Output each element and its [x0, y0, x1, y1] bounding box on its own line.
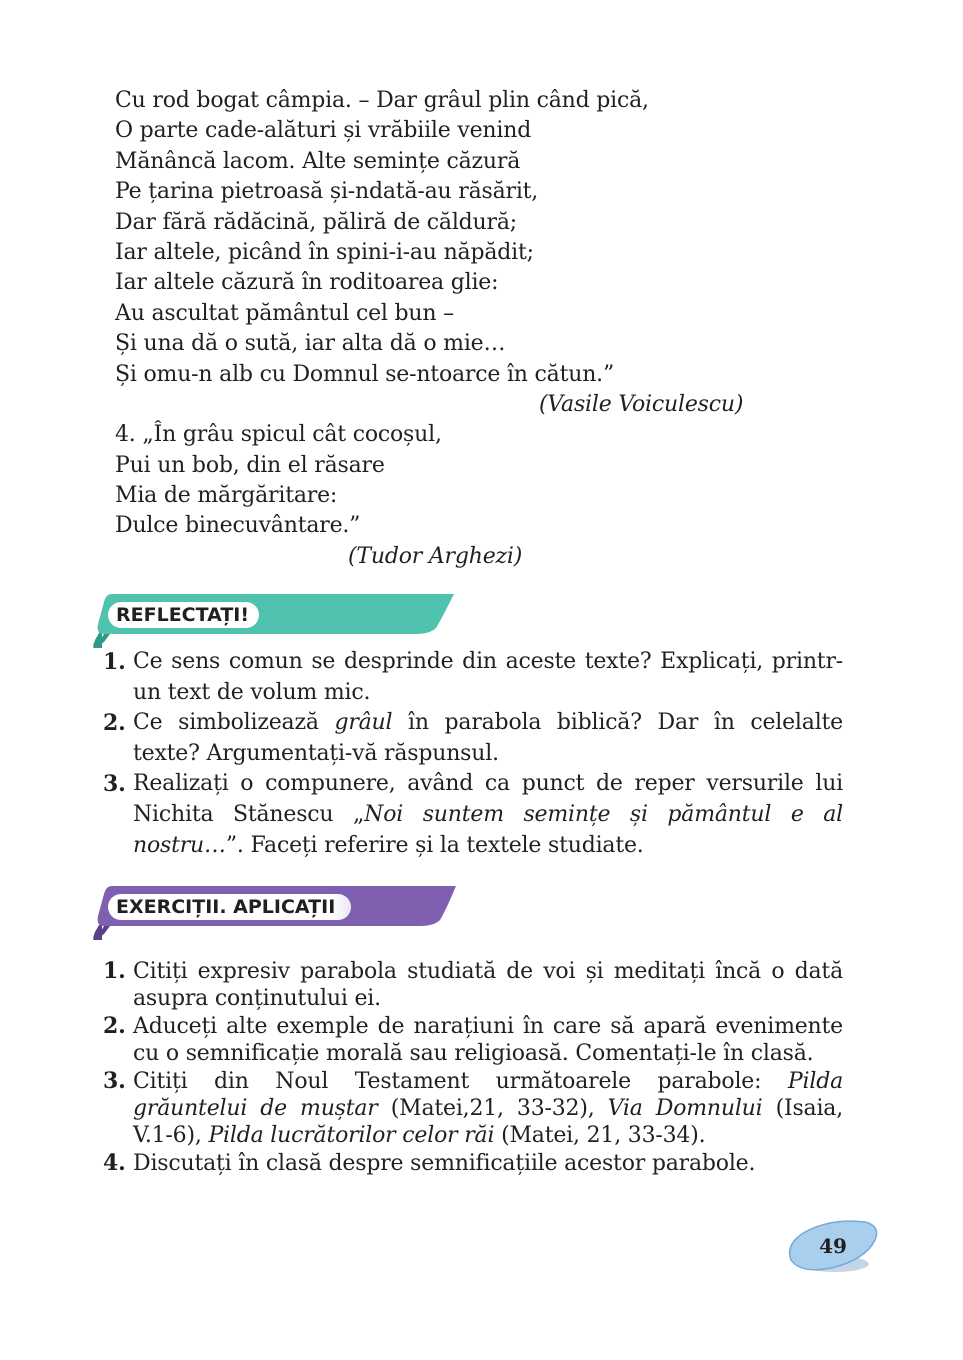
- reflect-banner: [90, 594, 460, 654]
- item-number: 2.: [103, 1012, 126, 1039]
- item-number: 3.: [103, 771, 126, 798]
- item-text: Aduceți alte exemple de narațiuni în care să apară evenimente cu o semnificație morală sau religioasă. Comentați-le în clasă.: [133, 1013, 843, 1067]
- list-item: [103, 1013, 843, 1068]
- poem-line: Pui un bob, din el răsare: [115, 452, 385, 478]
- poem-line: Mănâncă lacom. Alte semințe căzură: [115, 148, 521, 174]
- list-item: [103, 958, 843, 1013]
- exercises-title: EXERCIȚII. APLICAȚII: [108, 894, 351, 920]
- poem-line: Mia de mărgăritare:: [115, 483, 338, 509]
- item-number: 1.: [103, 958, 126, 984]
- exercises-banner: [90, 886, 460, 946]
- item-number: 2.: [103, 710, 126, 737]
- item-text: Discutați în clasă despre semnificațiile acestor parabole.: [133, 1150, 756, 1176]
- item-text: Citiți expresiv parabola studiată de voi și meditați încă o dată asupra conținutului ei.: [133, 959, 843, 1012]
- list-item: [103, 708, 843, 769]
- poem-line: Și una dă o sută, iar alta dă o mie…: [115, 331, 506, 357]
- poem-line: Iar altele căzură în roditoarea glie:: [115, 270, 499, 296]
- poem-line: Iar altele, picând în spini-i-au năpădit;: [115, 239, 534, 265]
- page-number-badge: [785, 1220, 885, 1280]
- list-item: [103, 647, 843, 708]
- page-number: 49: [819, 1234, 847, 1258]
- item-number: 4.: [103, 1149, 126, 1176]
- item-text: Realizați o compunere, având ca punct de reper versurile lui Nichita Stănescu „Noi suntem semințe și pământul e al nostru…”. Faceți referire și la textele studiate.: [133, 771, 843, 858]
- item-text: Citiți din Noul Testament următoarele parabole: Pilda grăuntelui de muștar (Matei,21, 33-32), Via Domnului (Isaia, V.1-6), Pilda lucrătorilor celor răi (Matei, 21, 33-34).: [133, 1068, 843, 1149]
- item-text: Ce simbolizează grâul în parabola biblică? Dar în celelalte texte? Argumentați-vă răspunsul.: [133, 710, 843, 766]
- poem-line: 4. „În grâu spicul cât cocoșul,: [115, 422, 442, 448]
- list-item: [103, 1150, 843, 1177]
- poem-author-voiculescu: (Vasile Voiculescu): [539, 391, 744, 417]
- poem-line: Au ascultat pământul cel bun –: [115, 300, 454, 326]
- item-number: 1.: [103, 649, 126, 675]
- poem-author-arghezi: (Tudor Arghezi): [348, 543, 523, 569]
- poem-line: Cu rod bogat câmpia. – Dar grâul plin când pică,: [115, 88, 649, 113]
- poem-excerpt: [115, 86, 755, 572]
- poem-line: Dar fără rădăcină, păliră de căldură;: [115, 209, 517, 235]
- reflect-title: REFLECTAȚI!: [108, 602, 259, 628]
- list-item: [103, 1068, 843, 1150]
- item-number: 3.: [103, 1067, 126, 1094]
- exercises-list: [103, 958, 843, 1177]
- item-text: Ce sens comun se desprinde din aceste texte? Explicați, printr-un text de volum mic.: [133, 649, 843, 705]
- reflect-questions: [103, 647, 843, 861]
- poem-line: Pe țarina pietroasă și-ndată-au răsărit,: [115, 179, 539, 205]
- poem-line: Și omu-n alb cu Domnul se-ntoarce în cătun.”: [115, 361, 615, 387]
- poem-line: Dulce binecuvântare.”: [115, 513, 361, 539]
- list-item: [103, 769, 843, 861]
- poem-line: O parte cade-alături și vrăbiile venind: [115, 118, 532, 144]
